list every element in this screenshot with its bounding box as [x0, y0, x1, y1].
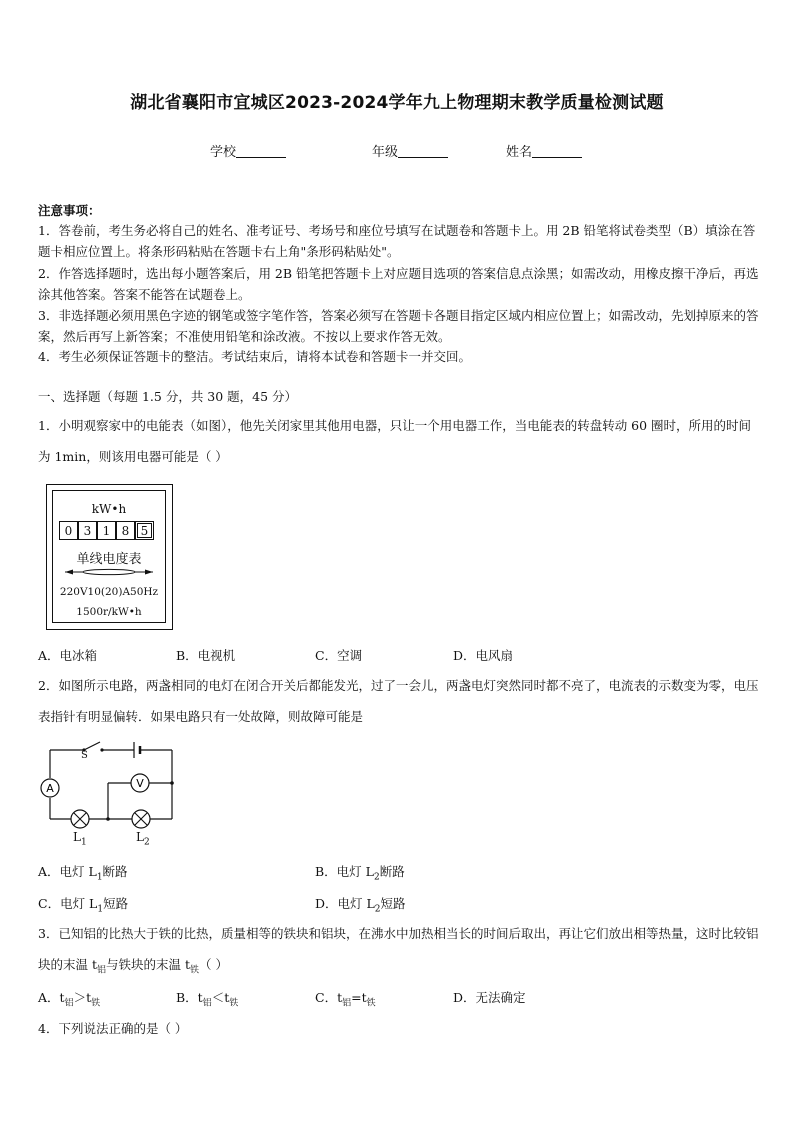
notice-item-2: 2．作答选择题时，选出每小题答案后，用 2B 铅笔把答题卡上对应题目选项的答案信息点涂黑；如需改动，用橡皮擦干净后，再选涂其他答案。答案不能答在试题卷上。 — [38, 266, 759, 302]
q2-option-a[interactable]: A．电灯 $L_1$断路 — [38, 864, 128, 883]
switch-contact — [100, 748, 103, 751]
q1-option-c[interactable]: C．空调 — [315, 648, 363, 663]
section-heading: 一、选择题（每题 1.5 分，共 30 题，45 分） — [38, 389, 298, 404]
q1-option-b[interactable]: B．电视机 — [176, 648, 236, 663]
school-field[interactable] — [210, 141, 286, 160]
q3-option-c[interactable]: C．$t_铝=t_铁$ — [315, 990, 376, 1009]
q2-option-d[interactable]: D．电灯 $L_2$短路 — [315, 896, 406, 915]
meter-unit: kW•h — [91, 502, 127, 516]
meter-digits — [59, 521, 154, 540]
meter-digit-decimal: 5 — [135, 521, 154, 540]
q1-option-a[interactable]: A．电冰箱 — [38, 648, 98, 663]
q2-option-c[interactable]: C．电灯 $L_1$短路 — [38, 896, 129, 915]
notice-item-1: 1．答卷前，考生务必将自己的姓名、准考证号、考场号和座位号填写在试题卷和答题卡上。用 2B 铅笔将试卷类型（B）填涂在答题卡相应位置上。将条形码粘贴在答题卡右上角"条形码粘贴处"。 — [38, 223, 756, 259]
meter-rate: 1500r/kW•h — [76, 606, 142, 618]
notice-heading: 注意事项： — [38, 203, 101, 218]
name-label: 姓名 — [506, 145, 533, 160]
q2-stem: 2．如图所示电路，两盏相同的电灯在闭合开关后都能发光，过了一会儿，两盏电灯突然同时都不亮了，电流表的示数变为零，电压表指针有明显偏转．如果电路只有一处故障，则故障可能是 — [38, 678, 759, 724]
switch-label: S — [81, 750, 88, 761]
notice-item-4: 4．考生必须保证答题卡的整洁。考试结束后，请将本试卷和答题卡一并交回。 — [38, 349, 471, 364]
q1-stem: 1．小明观察家中的电能表（如图），他先关闭家里其他用电器，只让一个用电器工作，当电能表的转盘转动 60 圈时，所用的时间为 1min，则该用电器可能是（ ） — [38, 418, 752, 464]
name-field[interactable] — [506, 141, 582, 160]
energy-meter-figure — [46, 484, 173, 630]
q2-option-b[interactable]: B．电灯 $L_2$断路 — [315, 864, 405, 883]
q3-option-d[interactable]: D．无法确定 — [453, 990, 526, 1005]
lamp1-label: $L_1$ — [73, 830, 87, 848]
voltmeter-label: V — [136, 777, 144, 790]
grade-label: 年级 — [372, 145, 399, 160]
lamp2-symbol — [132, 810, 150, 828]
q3-option-a[interactable]: A．$t_铝>t_铁$ — [38, 990, 101, 1009]
page-title: 湖北省襄阳市宜城区2023-2024学年九上物理期末教学质量检测试题 — [130, 93, 664, 113]
notice-item-3: 3．非选择题必须用黑色字迹的钢笔或签字笔作答，答案必须写在答题卡各题目指定区域内相应位置上；如需改动，先划掉原来的答案，然后再写上新答案；不准使用铅笔和涂改液。不按以上要求作答无效。 — [38, 308, 759, 344]
lamp2-label: $L_2$ — [136, 830, 150, 848]
meter-label: 单线电度表 — [76, 552, 142, 567]
q3-option-b[interactable]: B．$t_铝<t_铁$ — [176, 990, 239, 1009]
q4-stem: 4．下列说法正确的是（ ） — [38, 1021, 188, 1036]
meter-digit: 1 — [97, 521, 116, 540]
meter-digit: 8 — [116, 521, 135, 540]
junction-dot — [106, 817, 110, 821]
ammeter-label: A — [46, 782, 54, 795]
q1-option-d[interactable]: D．电风扇 — [453, 648, 514, 663]
meter-disc-icon — [65, 567, 153, 577]
meter-digit: 3 — [78, 521, 97, 540]
q3-stem: 3．已知铝的比热大于铁的比热，质量相等的铁块和铝块，在沸水中加热相当长的时间后取出，再让它们放出相等热量，这时比较铝块的末温 $t_铝$与铁块的末温 $t_铁$（ ） — [38, 926, 759, 976]
circuit-diagram — [36, 738, 178, 848]
junction-dot — [170, 781, 174, 785]
meter-spec: 220V10(20)A50Hz — [59, 586, 159, 598]
school-label: 学校 — [210, 145, 237, 160]
meter-digit: 0 — [59, 521, 78, 540]
lamp1-symbol — [71, 810, 89, 828]
grade-field[interactable] — [372, 141, 448, 160]
